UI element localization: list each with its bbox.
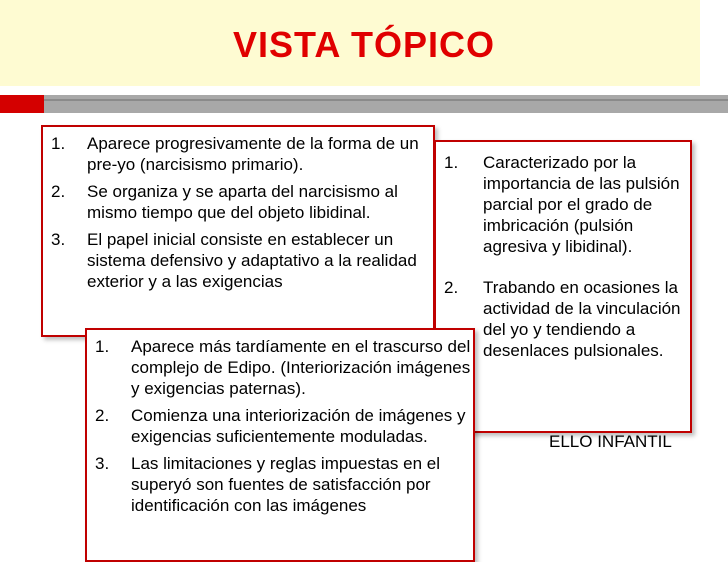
item-text: Las limitaciones y reglas impuestas en el superyó son fuentes de satisfacción por identificación con las imágenes	[131, 454, 440, 515]
list-item	[436, 152, 690, 257]
item-number: 3.	[95, 454, 110, 473]
superyo-box	[85, 328, 475, 562]
item-text: El papel inicial consiste en establecer un sistema defensivo y adaptativo a la realidad exterior y a las exigencias	[87, 230, 417, 291]
accent-bar-red	[0, 95, 44, 113]
item-number: 2.	[444, 278, 459, 297]
list-item	[87, 336, 473, 399]
item-text: Se organiza y se aparta del narcisismo al mismo tiempo que del objeto libidinal.	[87, 182, 398, 222]
list-item	[87, 453, 473, 516]
item-text: Aparece más tardíamente en el trascurso del complejo de Edipo. (Interiorización imágenes y exigencias paternas).	[131, 337, 471, 398]
item-number: 3.	[51, 230, 66, 249]
accent-bar	[0, 95, 728, 113]
item-text: Trabando en ocasiones la actividad de la vinculación del yo y tendiendo a desenlaces pulsionales.	[483, 278, 681, 360]
item-text: Aparece progresivamente de la forma de un pre-yo (narcisismo primario).	[87, 134, 419, 174]
ello-caption: ELLO INFANTIL	[549, 432, 672, 451]
list-item	[43, 133, 433, 175]
item-number: 2.	[95, 406, 110, 425]
item-number: 1.	[51, 134, 66, 153]
slide-title: VISTA TÓPICO	[232, 24, 495, 65]
item-text: Caracterizado por la importancia de las pulsión parcial por el grado de imbricación (pulsión agresiva y libidinal).	[483, 153, 680, 256]
yo-box	[41, 125, 435, 337]
list-item	[43, 229, 433, 292]
yo-list	[43, 127, 433, 292]
list-item	[87, 405, 473, 447]
item-number: 1.	[444, 153, 459, 172]
superyo-list	[87, 330, 473, 516]
item-number: 1.	[95, 337, 110, 356]
list-item	[43, 181, 433, 223]
item-number: 2.	[51, 182, 66, 201]
accent-bar-gray	[44, 95, 728, 113]
item-text: Comienza una interiorización de imágenes y exigencias suficientemente moduladas.	[131, 406, 466, 446]
